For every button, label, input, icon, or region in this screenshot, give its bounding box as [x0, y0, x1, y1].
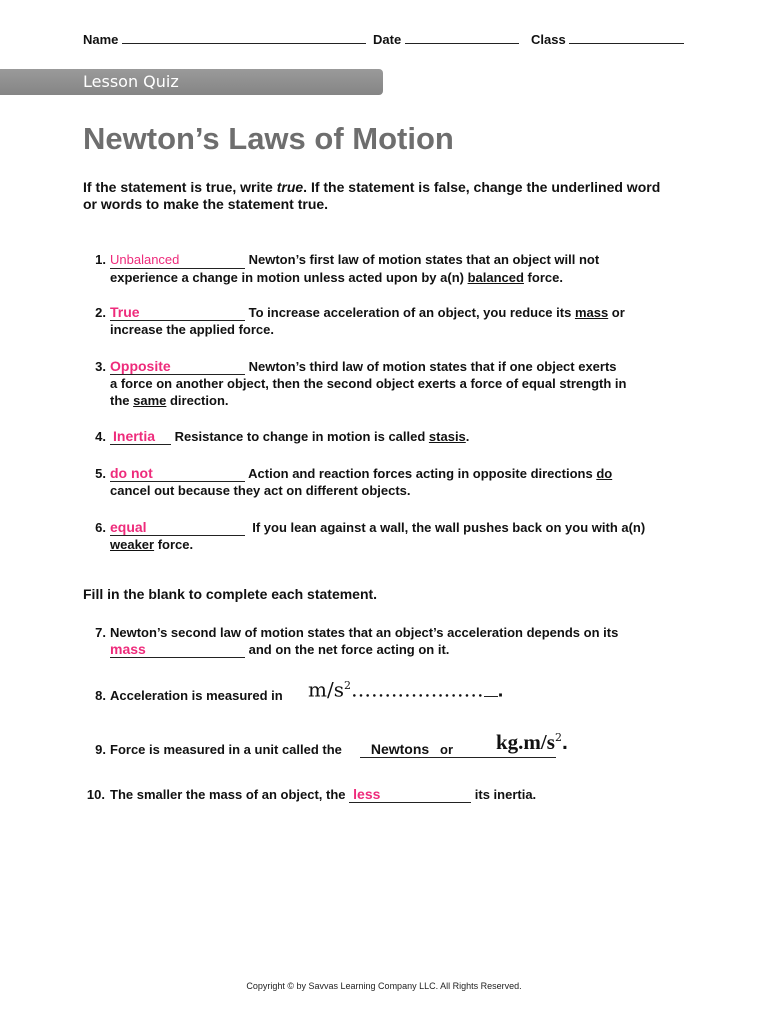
answer-8[interactable]: $m/s^2\dots\dots.\dots\dots.\dots\dots$ . [308, 677, 504, 702]
answer-10[interactable]: less [349, 786, 471, 803]
answer-4[interactable]: Inertia [110, 428, 171, 445]
page-title: Newton’s Laws of Motion [83, 121, 454, 156]
answer-9[interactable]: Newtons or [360, 741, 556, 758]
name-label: Name [83, 32, 119, 47]
lesson-quiz-banner [0, 69, 383, 95]
instructions-true-false: If the statement is true, write true. If the statement is false, change the underlined word or words to make the statement true. [83, 179, 661, 212]
unit-9: $kg.m/s^2$. [496, 730, 568, 754]
date-blank[interactable] [405, 33, 519, 44]
instructions-fill-blank: Fill in the blank to complete each statement. [83, 586, 378, 602]
name-blank[interactable] [122, 33, 366, 44]
answer-2[interactable]: True [110, 304, 245, 321]
date-label: Date [373, 32, 402, 47]
answer-7[interactable]: mass [110, 641, 245, 658]
copyright-footer: Copyright © by Savvas Learning Company LLC. All Rights Reserved. [246, 981, 522, 991]
class-field[interactable] [531, 32, 684, 47]
banner-label: Lesson Quiz [83, 72, 179, 91]
answer-5[interactable]: do not [110, 465, 245, 482]
date-field[interactable] [373, 32, 519, 47]
class-blank[interactable] [569, 33, 684, 44]
answer-3[interactable]: Opposite [110, 358, 245, 375]
answer-6[interactable]: equal [110, 519, 245, 536]
class-label: Class [531, 32, 566, 47]
name-field[interactable] [83, 32, 366, 47]
answer-1[interactable]: Unbalanced [110, 252, 245, 269]
